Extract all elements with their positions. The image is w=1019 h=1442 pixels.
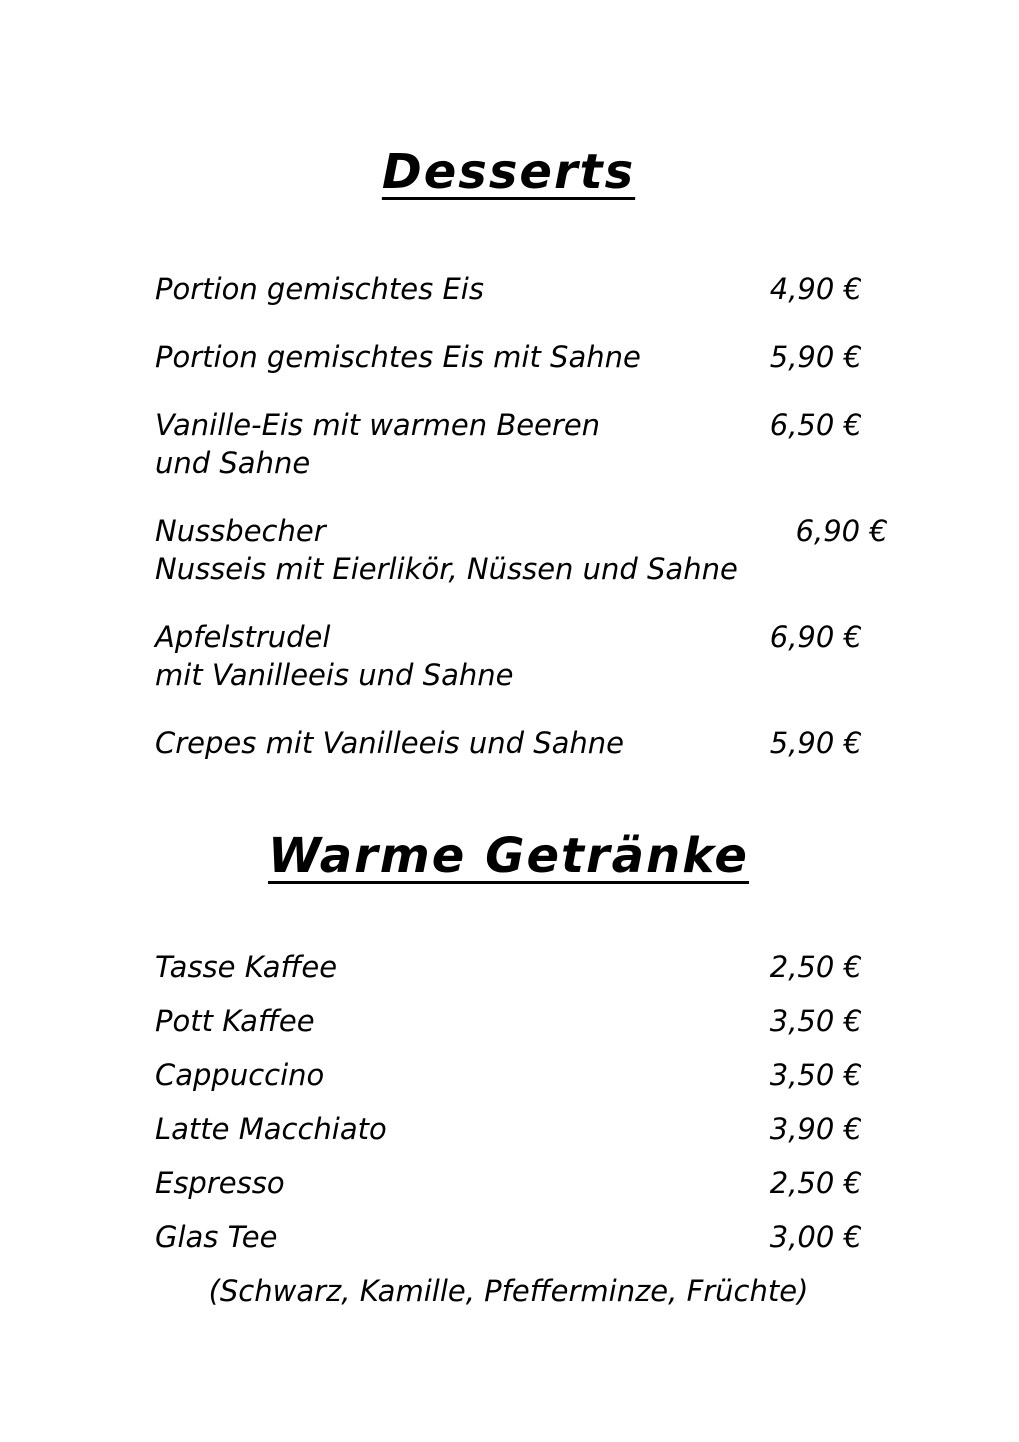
- item-price: 3,00 €: [769, 1220, 862, 1254]
- item-name: Tasse Kaffee: [155, 950, 338, 984]
- item-name: Pott Kaffee: [155, 1004, 315, 1038]
- tea-varieties-note: (Schwarz, Kamille, Pfefferminze, Früchte): [208, 1274, 809, 1308]
- section-warme-getraenke: [155, 824, 862, 1310]
- item-name: Latte Macchiato: [155, 1112, 387, 1146]
- item-name: Crepes mit Vanilleeis und Sahne: [155, 726, 625, 760]
- item-price: 6,50 €: [769, 408, 862, 442]
- menu-item: [155, 1218, 862, 1256]
- menu-item: [155, 1056, 862, 1094]
- item-price: 4,90 €: [769, 272, 862, 306]
- item-name: Vanille-Eis mit warmen Beeren: [155, 408, 601, 442]
- item-description: mit Vanilleeis und Sahne: [155, 658, 514, 692]
- menu-item: [155, 1002, 862, 1040]
- item-price: 5,90 €: [769, 340, 862, 374]
- item-description: und Sahne: [155, 446, 311, 480]
- section-title-desserts: Desserts: [381, 144, 636, 200]
- item-price: 3,90 €: [769, 1112, 862, 1146]
- item-price: 2,50 €: [769, 950, 862, 984]
- item-name: Glas Tee: [155, 1220, 278, 1254]
- item-price: 6,90 €: [769, 620, 862, 654]
- item-price: 3,50 €: [769, 1058, 862, 1092]
- item-name: Portion gemischtes Eis: [155, 272, 484, 306]
- section-title-warme-getraenke: Warme Getränke: [268, 828, 749, 884]
- item-name: Nussbecher: [155, 514, 326, 548]
- menu-item: [155, 948, 862, 986]
- item-price: 6,90 €: [795, 514, 888, 548]
- menu-item: [155, 406, 862, 482]
- item-name: Portion gemischtes Eis mit Sahne: [155, 340, 641, 374]
- item-name: Cappuccino: [155, 1058, 325, 1092]
- item-name: Apfelstrudel: [155, 620, 331, 654]
- menu-item: [155, 338, 862, 376]
- menu-item: [155, 1110, 862, 1148]
- item-price: 3,50 €: [769, 1004, 862, 1038]
- item-name: Espresso: [155, 1166, 285, 1200]
- menu-item: [155, 1164, 862, 1202]
- section-desserts: [155, 140, 888, 762]
- menu-item: [155, 512, 888, 588]
- menu-item: [155, 618, 862, 694]
- menu-item: [155, 724, 862, 762]
- item-price: 5,90 €: [769, 726, 862, 760]
- item-price: 2,50 €: [769, 1166, 862, 1200]
- menu-item: [155, 270, 862, 308]
- item-description: Nusseis mit Eierlikör, Nüssen und Sahne: [155, 552, 738, 586]
